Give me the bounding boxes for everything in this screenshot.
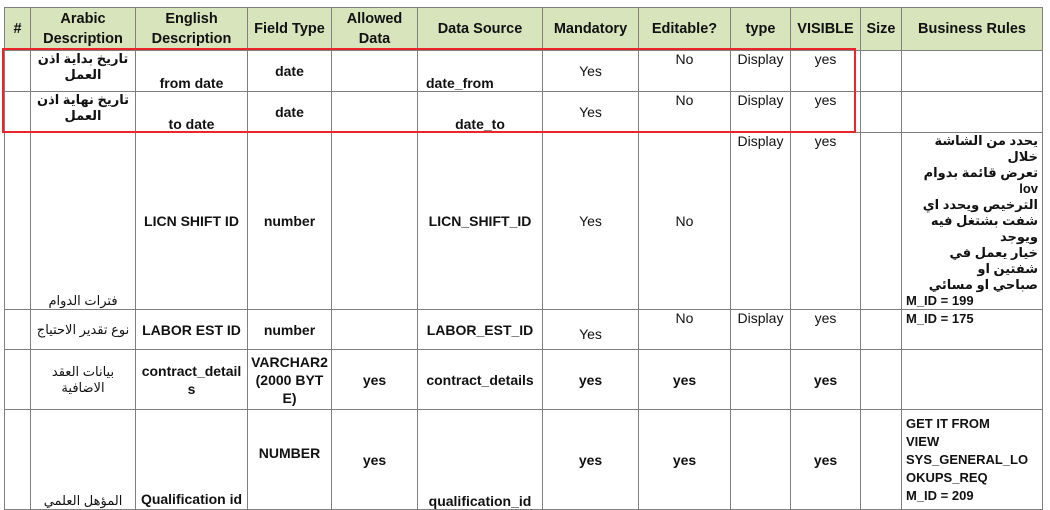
cell-size (861, 51, 902, 92)
cell-business-rules (902, 410, 1043, 510)
cell-mandatory: Yes (543, 92, 639, 133)
cell-size (861, 133, 902, 310)
rule-line: يحدد من الشاشة خلال (934, 133, 1038, 164)
cell-source: LABOR_EST_ID (418, 310, 543, 350)
rule-line: VIEW (906, 433, 940, 449)
cell-business-rules (902, 92, 1043, 133)
table-row (5, 51, 1043, 92)
cell-business-rules (902, 350, 1043, 410)
cell-num (5, 310, 31, 350)
table-row (5, 310, 1043, 350)
header-visible: VISIBLE (791, 8, 861, 51)
cell-arabic: بيانات العقد الاضافية (31, 350, 136, 410)
cell-size (861, 310, 902, 350)
cell-num (5, 92, 31, 133)
cell-allowed: yes (332, 350, 418, 410)
cell-type: Display (731, 92, 791, 133)
cell-editable: yes (639, 410, 731, 510)
cell-visible: yes (791, 310, 861, 350)
cell-english: LICN SHIFT ID (136, 133, 248, 310)
header-mandatory: Mandatory (543, 8, 639, 51)
cell-arabic: تاريخ بداية اذن العمل (31, 51, 136, 92)
cell-visible: yes (791, 350, 861, 410)
cell-num (5, 133, 31, 310)
header-editable: Editable? (639, 8, 731, 51)
cell-editable: No (639, 92, 731, 133)
cell-mandatory: Yes (543, 51, 639, 92)
rule-line: SYS_GENERAL_LO (906, 451, 1029, 467)
table-row (5, 92, 1043, 133)
rule-line: خيار يعمل في شفتين او (949, 245, 1038, 276)
cell-arabic: نوع تقدير الاحتياج (31, 310, 136, 350)
cell-mandatory: Yes (543, 133, 639, 310)
rule-line: شفت بشتغل فيه ويوجد (930, 213, 1038, 244)
cell-size (861, 92, 902, 133)
table-row (5, 133, 1043, 310)
cell-field-type: number (248, 310, 332, 350)
cell-type: Display (731, 133, 791, 310)
header-row (5, 8, 1043, 51)
header-business-rules: Business Rules (902, 8, 1043, 51)
cell-mandatory: yes (543, 350, 639, 410)
cell-field-type: VARCHAR2(2000 BYTE) (248, 350, 332, 410)
cell-english: to date (136, 92, 248, 133)
cell-mandatory: Yes (543, 310, 639, 350)
cell-allowed (332, 92, 418, 133)
header-data-source: Data Source (418, 8, 543, 51)
header-allowed-data: Allowed Data (332, 8, 418, 51)
field-spec-table (4, 7, 1043, 510)
cell-allowed (332, 310, 418, 350)
cell-visible: yes (791, 51, 861, 92)
cell-field-type: number (248, 133, 332, 310)
cell-editable: No (639, 51, 731, 92)
header-field-type: Field Type (248, 8, 332, 51)
cell-field-type: NUMBER (248, 410, 332, 510)
cell-allowed (332, 133, 418, 310)
cell-visible: yes (791, 410, 861, 510)
cell-type (731, 350, 791, 410)
cell-allowed (332, 51, 418, 92)
cell-source: date_to (418, 92, 543, 133)
cell-english: Qualification id (136, 410, 248, 510)
rule-line: OKUPS_REQ (906, 469, 988, 485)
cell-visible: yes (791, 92, 861, 133)
cell-type: Display (731, 310, 791, 350)
rule-line: الترخيص ويحدد اي (922, 197, 1038, 212)
cell-source: qualification_id (418, 410, 543, 510)
cell-size (861, 410, 902, 510)
header-size: Size (861, 8, 902, 51)
cell-source: contract_details (418, 350, 543, 410)
header-arabic-description: Arabic Description (31, 8, 136, 51)
table-row (5, 350, 1043, 410)
rule-line: M_ID = 199 (906, 293, 974, 308)
cell-num (5, 51, 31, 92)
rule-line: M_ID = 175 (906, 311, 974, 326)
cell-arabic: تاريخ نهاية اذن العمل (31, 92, 136, 133)
cell-field-type: date (248, 92, 332, 133)
cell-business-rules (902, 310, 1043, 350)
cell-visible: yes (791, 133, 861, 310)
cell-source: date_from (418, 51, 543, 92)
rule-line: صباحي او مسائي (928, 277, 1038, 292)
cell-source: LICN_SHIFT_ID (418, 133, 543, 310)
cell-num (5, 410, 31, 510)
rule-line: تعرض قائمة بدوام lov (923, 165, 1038, 196)
rule-line: GET IT FROM (906, 415, 990, 431)
cell-mandatory: yes (543, 410, 639, 510)
cell-field-type: date (248, 51, 332, 92)
cell-arabic: فترات الدوام (31, 133, 136, 310)
rule-line: M_ID = 209 (906, 487, 974, 503)
cell-arabic: المؤهل العلمي (31, 410, 136, 510)
header-type: type (731, 8, 791, 51)
cell-num (5, 350, 31, 410)
cell-editable: yes (639, 350, 731, 410)
cell-editable: No (639, 310, 731, 350)
cell-business-rules (902, 51, 1043, 92)
cell-english: LABOR EST ID (136, 310, 248, 350)
cell-business-rules (902, 133, 1043, 310)
cell-type: Display (731, 51, 791, 92)
table-row (5, 410, 1043, 510)
header-num: # (5, 8, 31, 51)
header-english-description: English Description (136, 8, 248, 51)
cell-english: from date (136, 51, 248, 92)
cell-english: contract_details (136, 350, 248, 410)
cell-editable: No (639, 133, 731, 310)
cell-allowed: yes (332, 410, 418, 510)
cell-type (731, 410, 791, 510)
cell-size (861, 350, 902, 410)
